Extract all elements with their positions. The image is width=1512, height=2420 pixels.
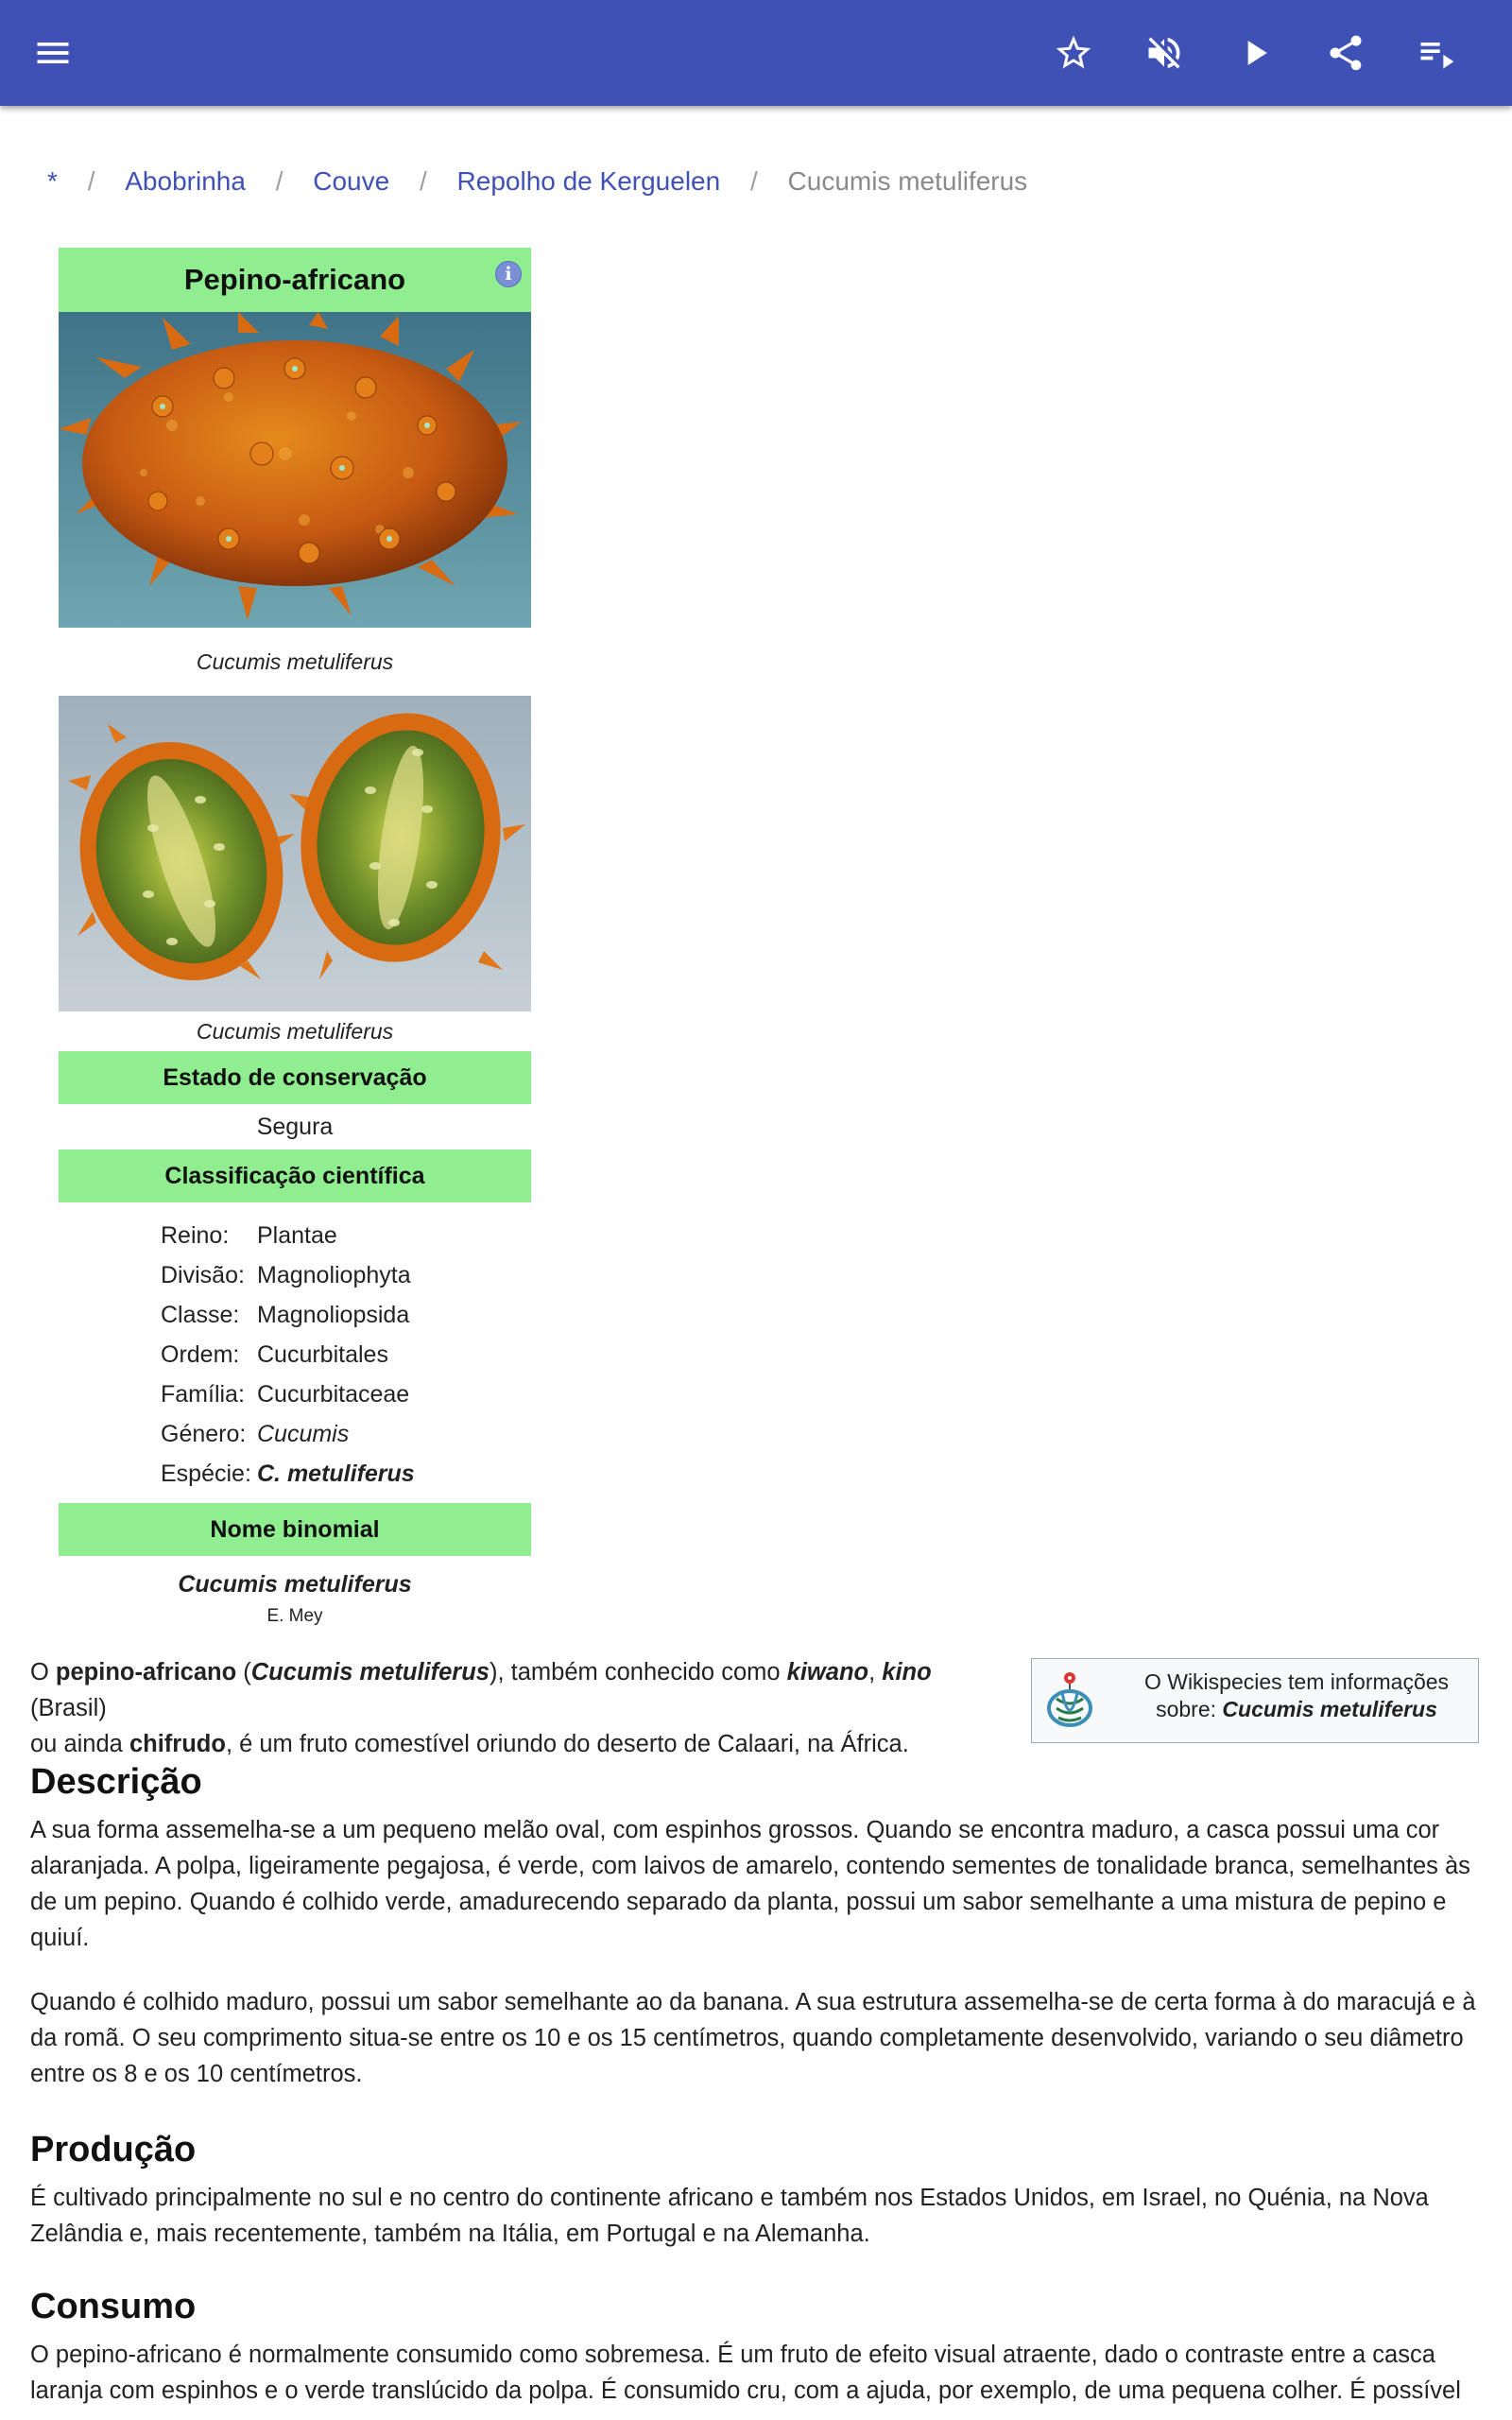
binomial-header: Nome binomial (59, 1503, 531, 1556)
breadcrumb-item-couve[interactable]: Couve (313, 166, 390, 196)
taxonomy-rank: Divisão: (161, 1261, 245, 1288)
taxonomy-rank: Espécie: (161, 1460, 251, 1487)
taxonomy-table (59, 1202, 531, 1503)
text-run: ou ainda (30, 1731, 129, 1757)
taxonomy-row (161, 1255, 531, 1295)
taxonomy-row (161, 1414, 531, 1454)
wikispecies-link[interactable]: Cucumis metuliferus (1222, 1697, 1437, 1721)
alt-name-chifrudo: chifrudo (129, 1731, 226, 1757)
conservation-status: Segura (256, 1113, 334, 1140)
image-caption: Cucumis metuliferus (196, 648, 394, 674)
scientific-name: Cucumis metuliferus (250, 1659, 490, 1685)
descricao-paragraph-2: Quando é colhido maduro, possui um sabor semelhante ao da banana. A sua estrutura assemelha-se de certa forma à do maracujá e à da romã. O seu comprimento situa-se entre os 10 e os 15 centímetros, quando completamente desenvolvido, variando o seu diâmetro entre os 8 e os 10 centímetros. (30, 1989, 1476, 2087)
taxonomy-rank: Classe: (161, 1301, 240, 1328)
kiwano-halves-image[interactable] (59, 696, 531, 1011)
text-run: (Brasil) (30, 1695, 107, 1721)
breadcrumb-separator: / (87, 166, 95, 196)
text-run: , (868, 1659, 883, 1685)
share-icon[interactable] (1314, 21, 1378, 85)
taxonomy-row (161, 1216, 531, 1255)
taxonomy-row (161, 1454, 531, 1494)
image-caption: Cucumis metuliferus (196, 1018, 394, 1044)
taxonomy-rank: Ordem: (161, 1340, 240, 1368)
wikispecies-text (1125, 1668, 1469, 1723)
binomial-author: E. Mey (266, 1606, 323, 1626)
conservation-header: Estado de conservação (59, 1051, 531, 1104)
volume-off-icon[interactable] (1132, 21, 1196, 85)
taxonomy-rank: Reino: (161, 1221, 230, 1249)
text-run: ), também conhecido como (490, 1659, 787, 1685)
binomial-name: Cucumis metuliferus (178, 1571, 412, 1598)
info-icon[interactable]: i (495, 261, 522, 287)
taxonomy-row (161, 1295, 531, 1335)
taxonomy-row (161, 1335, 531, 1374)
taxonomy-rank: Família: (161, 1380, 245, 1408)
breadcrumb-item-repolho[interactable]: Repolho de Kerguelen (456, 166, 721, 196)
taxonomy-value: C. metuliferus (257, 1460, 415, 1487)
star-icon[interactable] (1041, 21, 1106, 85)
classification-header: Classificação científica (59, 1150, 531, 1202)
taxonomy-row (161, 1374, 531, 1414)
taxobox-title-text: Pepino-africano (183, 263, 406, 296)
section-heading-producao: Produção (30, 2130, 197, 2169)
taxonomy-value[interactable]: Magnoliopsida (257, 1301, 410, 1328)
taxobox (59, 248, 531, 1627)
kiwano-whole-image[interactable] (59, 312, 531, 628)
breadcrumb-item-abobrinha[interactable]: Abobrinha (125, 166, 246, 196)
taxonomy-rank: Género: (161, 1420, 247, 1447)
breadcrumb (47, 166, 1027, 197)
text-run: ( (236, 1659, 251, 1685)
taxonomy-value[interactable]: Cucumis (257, 1420, 350, 1447)
alt-name-kiwano: kiwano (786, 1659, 869, 1685)
playlist-icon[interactable] (1404, 21, 1469, 85)
taxonomy-value[interactable]: Cucurbitaceae (257, 1380, 410, 1408)
taxonomy-value[interactable]: Plantae (257, 1221, 337, 1249)
text-run: O (30, 1659, 56, 1685)
app-bar (0, 0, 1512, 106)
breadcrumb-separator: / (275, 166, 284, 196)
wikispecies-box[interactable] (1031, 1658, 1479, 1743)
bold-term: pepino-africano (55, 1659, 237, 1685)
wikispecies-icon (1043, 1670, 1096, 1729)
alt-name-kino: kino (882, 1659, 932, 1685)
wikispecies-line1: O Wikispecies tem informações (1143, 1669, 1450, 1694)
menu-icon[interactable] (21, 21, 85, 85)
taxonomy-value[interactable]: Cucurbitales (257, 1340, 388, 1368)
play-icon[interactable] (1223, 21, 1287, 85)
producao-paragraph: É cultivado principalmente no sul e no centro do continente africano e também nos Estados Unidos, em Israel, no Quénia, na Nova Zelândia e, mais recentemente, também na Itália, em Portugal e na Alemanha. (30, 2185, 1429, 2247)
breadcrumb-separator: / (749, 166, 758, 196)
descricao-paragraph-1: A sua forma assemelha-se a um pequeno melão oval, com espinhos grossos. Quando se encontra maduro, a casca possui uma cor alaranjada. A polpa, ligeiramente pegajosa, é verde, com laivos de amarelo, contendo sementes de tonalidade branca, semelhantes às de um pepino. Quando é colhido verde, amadurecendo separado da planta, possui um sabor semelhante a uma mistura de pepino e quiuí. (30, 1817, 1470, 1951)
taxonomy-value[interactable]: Magnoliophyta (257, 1261, 411, 1288)
consumo-paragraph: O pepino-africano é normalmente consumido como sobremesa. É um fruto de efeito visual atraente, dado o contraste entre a casca laranja com espinhos e o verde translúcido da polpa. É consumido cru, com a ajuda, por exemplo, de uma pequena colher. É possível (30, 2342, 1461, 2404)
breadcrumb-separator: / (419, 166, 427, 196)
taxobox-title (59, 248, 531, 312)
intro-paragraph (30, 1654, 1004, 1762)
breadcrumb-item-root[interactable]: * (47, 166, 58, 196)
section-heading-consumo: Consumo (30, 2287, 197, 2326)
breadcrumb-current: Cucumis metuliferus (787, 166, 1028, 196)
text-run: , é um fruto comestível oriundo do deserto de Calaari, na África. (225, 1731, 909, 1757)
wikispecies-prefix: sobre: (1156, 1697, 1223, 1721)
wikispecies-line2 (1125, 1696, 1469, 1723)
section-heading-descricao: Descrição (30, 1762, 202, 1802)
